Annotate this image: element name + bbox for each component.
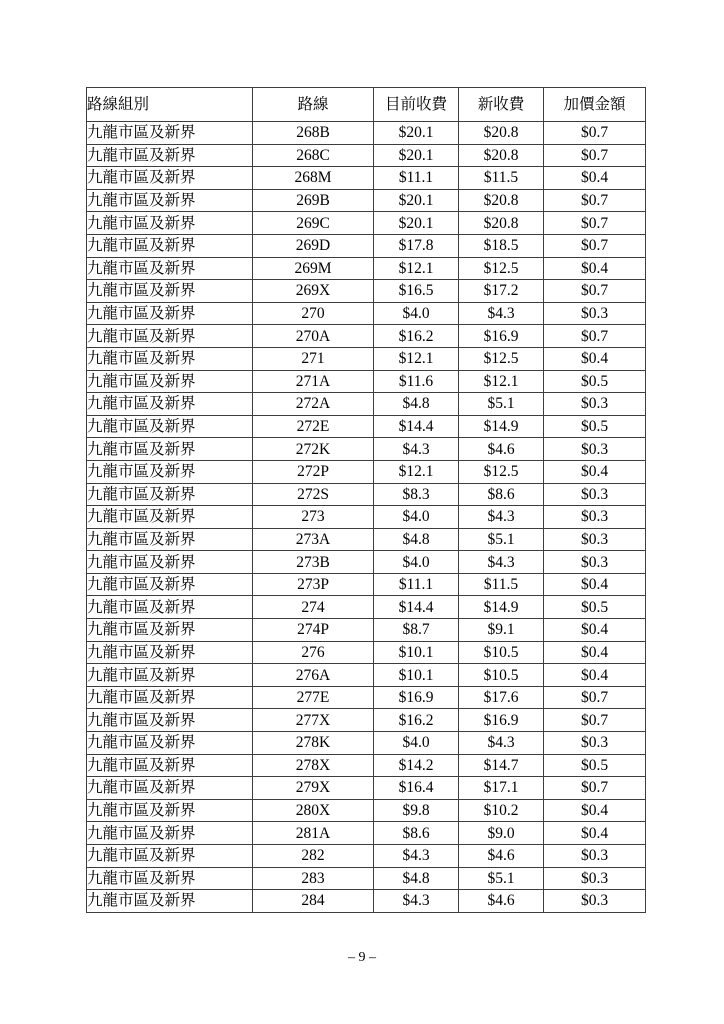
cell-current-fare: $20.1 xyxy=(374,189,459,212)
table-row xyxy=(87,506,646,529)
cell-increase: $0.4 xyxy=(544,573,646,596)
cell-group: 九龍市區及新界 xyxy=(87,732,253,755)
cell-route: 269M xyxy=(253,257,374,280)
fare-table-header xyxy=(87,88,646,122)
cell-increase: $0.5 xyxy=(544,415,646,438)
cell-current-fare: $4.0 xyxy=(374,506,459,529)
cell-current-fare: $20.1 xyxy=(374,212,459,235)
cell-current-fare: $20.1 xyxy=(374,144,459,167)
cell-increase: $0.7 xyxy=(544,212,646,235)
cell-new-fare: $11.5 xyxy=(459,167,544,190)
cell-route: 280X xyxy=(253,799,374,822)
cell-new-fare: $4.6 xyxy=(459,438,544,461)
cell-route: 279X xyxy=(253,777,374,800)
header-increase: 加價金額 xyxy=(544,88,646,122)
cell-new-fare: $12.1 xyxy=(459,370,544,393)
cell-new-fare: $5.1 xyxy=(459,393,544,416)
cell-group: 九龍市區及新界 xyxy=(87,845,253,868)
cell-route: 272A xyxy=(253,393,374,416)
cell-new-fare: $17.6 xyxy=(459,686,544,709)
cell-new-fare: $18.5 xyxy=(459,234,544,257)
cell-new-fare: $16.9 xyxy=(459,709,544,732)
cell-current-fare: $12.1 xyxy=(374,347,459,370)
cell-current-fare: $10.1 xyxy=(374,641,459,664)
cell-new-fare: $10.2 xyxy=(459,799,544,822)
cell-group: 九龍市區及新界 xyxy=(87,280,253,303)
cell-increase: $0.4 xyxy=(544,822,646,845)
cell-new-fare: $20.8 xyxy=(459,122,544,145)
cell-new-fare: $20.8 xyxy=(459,189,544,212)
cell-new-fare: $17.2 xyxy=(459,280,544,303)
cell-new-fare: $9.1 xyxy=(459,619,544,642)
cell-route: 273B xyxy=(253,551,374,574)
cell-route: 271 xyxy=(253,347,374,370)
cell-group: 九龍市區及新界 xyxy=(87,619,253,642)
cell-current-fare: $11.6 xyxy=(374,370,459,393)
table-row xyxy=(87,122,646,145)
cell-increase: $0.3 xyxy=(544,528,646,551)
table-row xyxy=(87,777,646,800)
cell-increase: $0.7 xyxy=(544,122,646,145)
cell-new-fare: $5.1 xyxy=(459,528,544,551)
cell-route: 272K xyxy=(253,438,374,461)
cell-current-fare: $4.3 xyxy=(374,890,459,913)
cell-increase: $0.4 xyxy=(544,799,646,822)
cell-new-fare: $9.0 xyxy=(459,822,544,845)
cell-group: 九龍市區及新界 xyxy=(87,212,253,235)
cell-increase: $0.4 xyxy=(544,619,646,642)
cell-current-fare: $8.6 xyxy=(374,822,459,845)
cell-current-fare: $8.7 xyxy=(374,619,459,642)
cell-current-fare: $17.8 xyxy=(374,234,459,257)
cell-new-fare: $14.9 xyxy=(459,415,544,438)
cell-group: 九龍市區及新界 xyxy=(87,370,253,393)
cell-increase: $0.7 xyxy=(544,280,646,303)
cell-group: 九龍市區及新界 xyxy=(87,754,253,777)
cell-increase: $0.3 xyxy=(544,438,646,461)
cell-route: 283 xyxy=(253,867,374,890)
table-row xyxy=(87,370,646,393)
cell-group: 九龍市區及新界 xyxy=(87,528,253,551)
table-row xyxy=(87,167,646,190)
cell-route: 271A xyxy=(253,370,374,393)
cell-route: 278K xyxy=(253,732,374,755)
cell-route: 277X xyxy=(253,709,374,732)
cell-group: 九龍市區及新界 xyxy=(87,890,253,913)
cell-current-fare: $16.2 xyxy=(374,325,459,348)
cell-route: 276 xyxy=(253,641,374,664)
cell-group: 九龍市區及新界 xyxy=(87,573,253,596)
cell-group: 九龍市區及新界 xyxy=(87,709,253,732)
cell-increase: $0.7 xyxy=(544,686,646,709)
cell-current-fare: $16.5 xyxy=(374,280,459,303)
cell-new-fare: $20.8 xyxy=(459,144,544,167)
cell-increase: $0.5 xyxy=(544,596,646,619)
cell-group: 九龍市區及新界 xyxy=(87,302,253,325)
cell-current-fare: $4.8 xyxy=(374,528,459,551)
table-row xyxy=(87,393,646,416)
cell-increase: $0.7 xyxy=(544,189,646,212)
cell-group: 九龍市區及新界 xyxy=(87,189,253,212)
table-row xyxy=(87,257,646,280)
cell-current-fare: $16.4 xyxy=(374,777,459,800)
cell-group: 九龍市區及新界 xyxy=(87,438,253,461)
cell-current-fare: $12.1 xyxy=(374,257,459,280)
cell-group: 九龍市區及新界 xyxy=(87,822,253,845)
cell-current-fare: $20.1 xyxy=(374,122,459,145)
cell-current-fare: $9.8 xyxy=(374,799,459,822)
cell-current-fare: $4.0 xyxy=(374,732,459,755)
cell-route: 269C xyxy=(253,212,374,235)
cell-route: 284 xyxy=(253,890,374,913)
cell-current-fare: $16.2 xyxy=(374,709,459,732)
table-row xyxy=(87,686,646,709)
cell-increase: $0.3 xyxy=(544,732,646,755)
cell-new-fare: $10.5 xyxy=(459,664,544,687)
cell-route: 274P xyxy=(253,619,374,642)
cell-new-fare: $5.1 xyxy=(459,867,544,890)
header-new-fare: 新收費 xyxy=(459,88,544,122)
cell-increase: $0.7 xyxy=(544,777,646,800)
cell-new-fare: $4.3 xyxy=(459,732,544,755)
cell-route: 272E xyxy=(253,415,374,438)
table-row xyxy=(87,664,646,687)
cell-group: 九龍市區及新界 xyxy=(87,799,253,822)
table-row xyxy=(87,234,646,257)
cell-increase: $0.5 xyxy=(544,754,646,777)
cell-current-fare: $14.4 xyxy=(374,596,459,619)
cell-current-fare: $4.0 xyxy=(374,302,459,325)
table-row xyxy=(87,347,646,370)
table-row xyxy=(87,325,646,348)
table-row xyxy=(87,573,646,596)
cell-increase: $0.3 xyxy=(544,506,646,529)
table-row xyxy=(87,822,646,845)
cell-current-fare: $11.1 xyxy=(374,573,459,596)
cell-increase: $0.7 xyxy=(544,234,646,257)
cell-route: 268C xyxy=(253,144,374,167)
cell-new-fare: $20.8 xyxy=(459,212,544,235)
table-row xyxy=(87,189,646,212)
table-row xyxy=(87,280,646,303)
cell-increase: $0.3 xyxy=(544,302,646,325)
cell-increase: $0.7 xyxy=(544,144,646,167)
table-row xyxy=(87,890,646,913)
cell-route: 269B xyxy=(253,189,374,212)
cell-new-fare: $14.9 xyxy=(459,596,544,619)
cell-group: 九龍市區及新界 xyxy=(87,867,253,890)
cell-current-fare: $10.1 xyxy=(374,664,459,687)
table-row xyxy=(87,144,646,167)
cell-increase: $0.5 xyxy=(544,370,646,393)
cell-group: 九龍市區及新界 xyxy=(87,641,253,664)
cell-route: 270 xyxy=(253,302,374,325)
table-row xyxy=(87,438,646,461)
cell-group: 九龍市區及新界 xyxy=(87,393,253,416)
cell-route: 282 xyxy=(253,845,374,868)
cell-group: 九龍市區及新界 xyxy=(87,167,253,190)
cell-route: 272P xyxy=(253,460,374,483)
table-row xyxy=(87,415,646,438)
table-row xyxy=(87,619,646,642)
cell-group: 九龍市區及新界 xyxy=(87,777,253,800)
cell-route: 281A xyxy=(253,822,374,845)
cell-route: 278X xyxy=(253,754,374,777)
cell-increase: $0.4 xyxy=(544,347,646,370)
cell-new-fare: $8.6 xyxy=(459,483,544,506)
cell-group: 九龍市區及新界 xyxy=(87,506,253,529)
cell-route: 269D xyxy=(253,234,374,257)
table-row xyxy=(87,709,646,732)
cell-new-fare: $11.5 xyxy=(459,573,544,596)
header-current-fare: 目前收費 xyxy=(374,88,459,122)
cell-group: 九龍市區及新界 xyxy=(87,596,253,619)
cell-new-fare: $12.5 xyxy=(459,460,544,483)
cell-increase: $0.4 xyxy=(544,641,646,664)
cell-group: 九龍市區及新界 xyxy=(87,415,253,438)
cell-new-fare: $4.6 xyxy=(459,845,544,868)
cell-current-fare: $14.2 xyxy=(374,754,459,777)
cell-current-fare: $14.4 xyxy=(374,415,459,438)
cell-group: 九龍市區及新界 xyxy=(87,122,253,145)
table-row xyxy=(87,460,646,483)
cell-current-fare: $4.3 xyxy=(374,845,459,868)
cell-increase: $0.3 xyxy=(544,890,646,913)
cell-group: 九龍市區及新界 xyxy=(87,551,253,574)
fare-table xyxy=(86,87,646,913)
cell-new-fare: $4.3 xyxy=(459,506,544,529)
cell-current-fare: $4.0 xyxy=(374,551,459,574)
cell-group: 九龍市區及新界 xyxy=(87,257,253,280)
cell-new-fare: $10.5 xyxy=(459,641,544,664)
table-row xyxy=(87,212,646,235)
header-row xyxy=(87,88,646,122)
cell-group: 九龍市區及新界 xyxy=(87,144,253,167)
cell-route: 269X xyxy=(253,280,374,303)
cell-group: 九龍市區及新界 xyxy=(87,325,253,348)
cell-increase: $0.7 xyxy=(544,325,646,348)
header-route-group: 路線組別 xyxy=(87,88,253,122)
cell-new-fare: $17.1 xyxy=(459,777,544,800)
cell-route: 276A xyxy=(253,664,374,687)
table-row xyxy=(87,596,646,619)
cell-current-fare: $4.8 xyxy=(374,393,459,416)
cell-increase: $0.4 xyxy=(544,664,646,687)
cell-increase: $0.4 xyxy=(544,460,646,483)
fare-table-body xyxy=(87,122,646,913)
cell-increase: $0.3 xyxy=(544,551,646,574)
cell-new-fare: $4.6 xyxy=(459,890,544,913)
table-row xyxy=(87,483,646,506)
cell-route: 277E xyxy=(253,686,374,709)
table-row xyxy=(87,528,646,551)
cell-group: 九龍市區及新界 xyxy=(87,686,253,709)
table-row xyxy=(87,867,646,890)
cell-increase: $0.3 xyxy=(544,393,646,416)
cell-increase: $0.3 xyxy=(544,483,646,506)
cell-route: 273A xyxy=(253,528,374,551)
cell-route: 272S xyxy=(253,483,374,506)
cell-current-fare: $4.8 xyxy=(374,867,459,890)
table-row xyxy=(87,302,646,325)
cell-group: 九龍市區及新界 xyxy=(87,347,253,370)
cell-new-fare: $4.3 xyxy=(459,551,544,574)
table-row xyxy=(87,754,646,777)
cell-current-fare: $16.9 xyxy=(374,686,459,709)
cell-group: 九龍市區及新界 xyxy=(87,234,253,257)
cell-new-fare: $12.5 xyxy=(459,257,544,280)
cell-increase: $0.4 xyxy=(544,167,646,190)
cell-current-fare: $12.1 xyxy=(374,460,459,483)
cell-current-fare: $4.3 xyxy=(374,438,459,461)
cell-new-fare: $12.5 xyxy=(459,347,544,370)
cell-route: 268M xyxy=(253,167,374,190)
cell-route: 270A xyxy=(253,325,374,348)
cell-route: 273P xyxy=(253,573,374,596)
cell-group: 九龍市區及新界 xyxy=(87,460,253,483)
page-number: – 9 – xyxy=(348,950,376,965)
table-row xyxy=(87,551,646,574)
cell-route: 274 xyxy=(253,596,374,619)
cell-increase: $0.3 xyxy=(544,845,646,868)
cell-current-fare: $8.3 xyxy=(374,483,459,506)
header-route: 路線 xyxy=(253,88,374,122)
cell-current-fare: $11.1 xyxy=(374,167,459,190)
cell-increase: $0.3 xyxy=(544,867,646,890)
cell-group: 九龍市區及新界 xyxy=(87,664,253,687)
cell-route: 268B xyxy=(253,122,374,145)
cell-group: 九龍市區及新界 xyxy=(87,483,253,506)
cell-increase: $0.7 xyxy=(544,709,646,732)
cell-new-fare: $16.9 xyxy=(459,325,544,348)
table-row xyxy=(87,799,646,822)
table-row xyxy=(87,641,646,664)
cell-new-fare: $14.7 xyxy=(459,754,544,777)
table-row xyxy=(87,845,646,868)
cell-new-fare: $4.3 xyxy=(459,302,544,325)
cell-increase: $0.4 xyxy=(544,257,646,280)
cell-route: 273 xyxy=(253,506,374,529)
table-row xyxy=(87,732,646,755)
